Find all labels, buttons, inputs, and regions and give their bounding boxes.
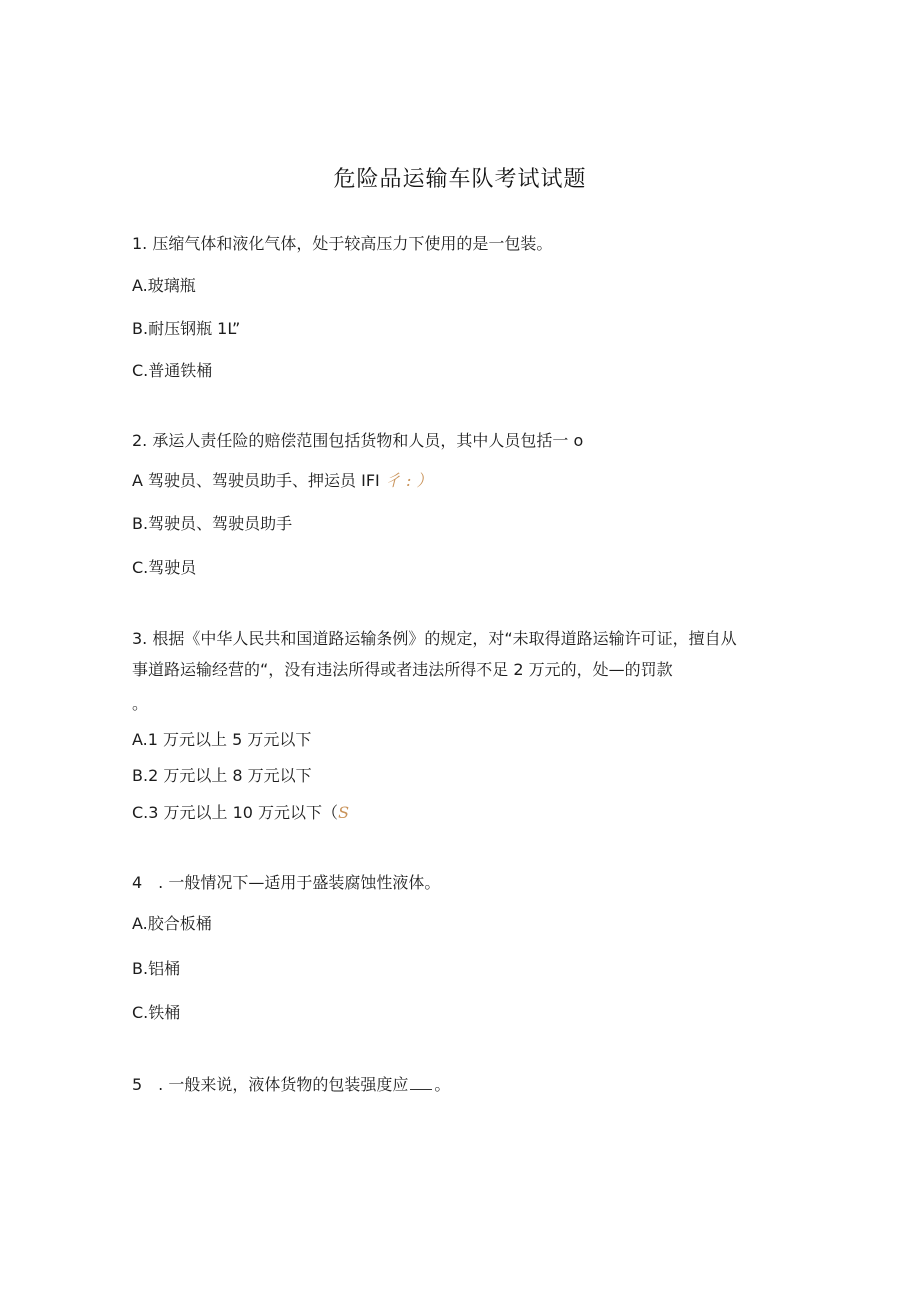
answer-blank [410,1077,432,1090]
question-5-stem-suffix: 。 [434,1075,451,1094]
question-1-option-a: A.玻璃瓶 [132,276,196,295]
question-2-stem: 2. 承运人责任险的赔偿范围包括货物和人员，其中人员包括一 o [132,431,584,450]
question-1-option-b: B.耐压钢瓶 1L” [132,319,241,338]
question-3-stem-line2: 事道路运输经营的“，没有违法所得或者违法所得不足 2 万元的，处—的罚款 [132,660,673,679]
question-2-option-a-mark: 彳 : ） [384,471,433,490]
question-2-option-b: B.驾驶员、驾驶员助手 [132,514,293,533]
question-3-stem-line3: 。 [132,694,149,713]
question-2-option-a [132,471,432,491]
question-3-stem-line1: 3. 根据《中华人民共和国道路运输条例》的规定，对“未取得道路运输许可证，擅自从 [132,629,737,648]
question-3-option-c [132,803,349,823]
question-4-stem: 4 . 一般情况下—适用于盛装腐蚀性液体。 [132,873,441,892]
question-1-stem: 1. 压缩气体和液化气体，处于较高压力下使用的是一包装。 [132,234,553,253]
question-2-option-a-text: A 驾驶员、驾驶员助手、押运员 IFI [132,471,380,490]
question-5-stem-prefix: 5 . 一般来说，液体货物的包装强度应 [132,1075,409,1094]
question-1-option-c: C.普通铁桶 [132,361,213,380]
question-4-option-c: C.铁桶 [132,1003,181,1022]
page-title: 危险品运输车队考试试题 [333,167,587,192]
question-3-option-b: B.2 万元以上 8 万元以下 [132,766,312,785]
question-4-option-a: A.胶合板桶 [132,914,212,933]
question-2-option-c: C.驾驶员 [132,558,197,577]
question-3-option-a: A.1 万元以上 5 万元以下 [132,730,312,749]
question-3-option-c-text: C.3 万元以上 10 万元以下（ [132,803,339,822]
question-3-option-c-mark: S [338,803,350,822]
question-4-option-b: B.铝桶 [132,959,181,978]
question-5-stem [132,1075,450,1095]
